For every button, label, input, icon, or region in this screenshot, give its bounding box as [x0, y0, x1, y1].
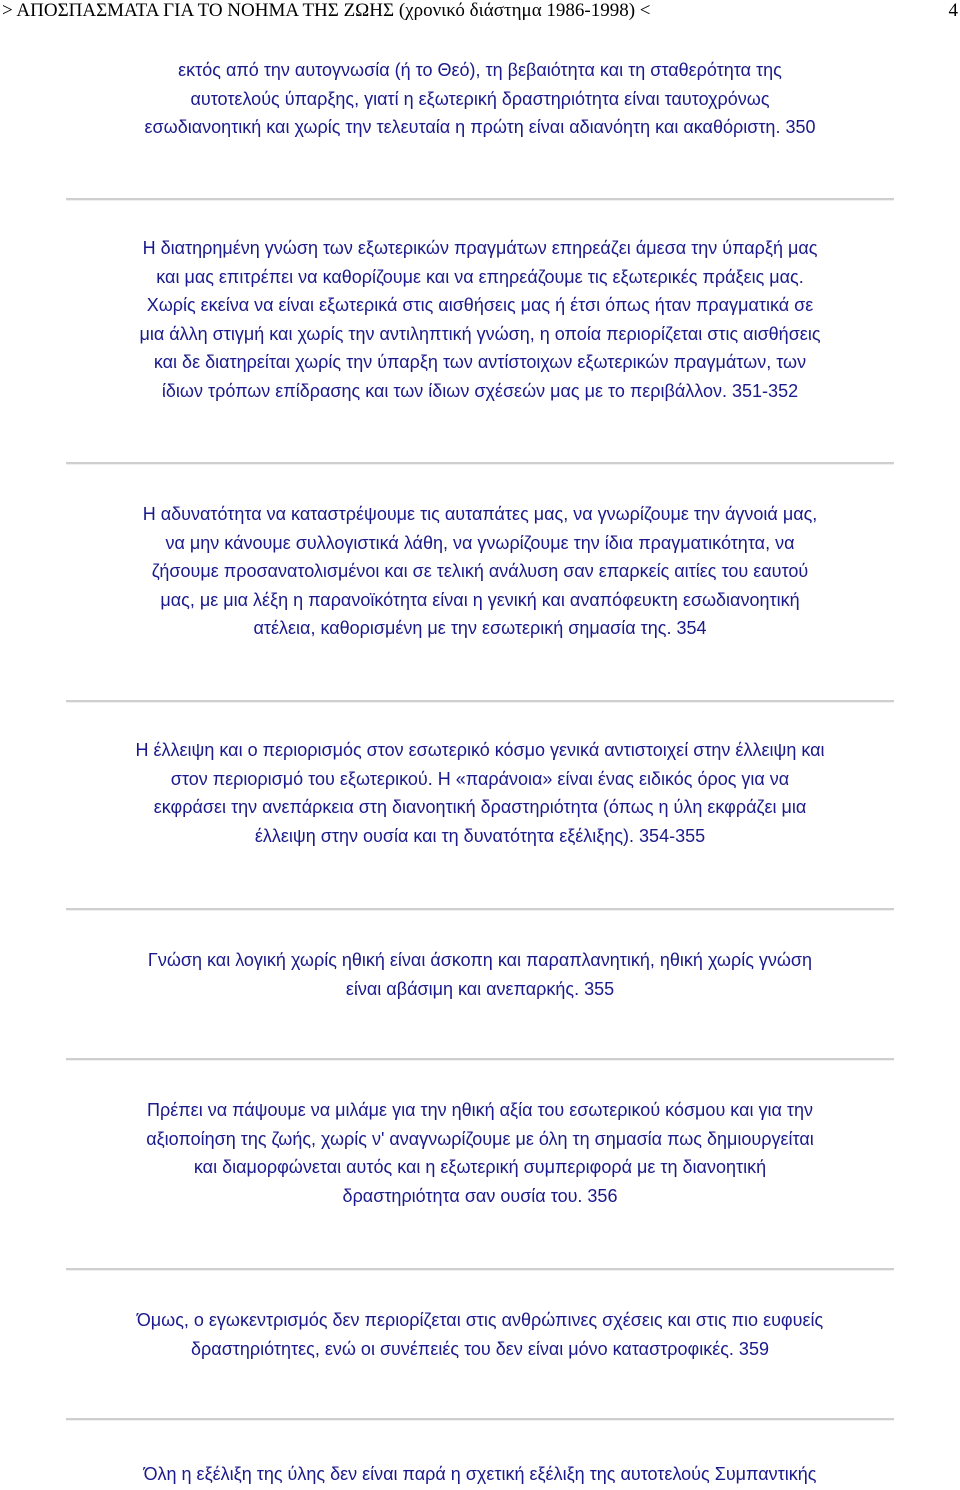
section-divider — [66, 462, 894, 465]
document-title: > ΑΠΟΣΠΑΣΜΑΤΑ ΓΙΑ ΤΟ ΝΟΗΜΑ ΤΗΣ ΖΩΗΣ (χρονικό διάστημα 1986-1998) < — [2, 0, 651, 21]
paragraph-line: Γνώση και λογική χωρίς ηθική είναι άσκοπη και παραπλανητική, ηθική χωρίς γνώση — [147, 950, 813, 970]
paragraph-2 — [40, 234, 920, 405]
paragraph-line: μας, με μια λέξη η παρανοϊκότητα είναι η γενική και αναπόφευκτη εσωδιανοητική — [160, 589, 800, 610]
paragraph-line: δραστηριότητες, ενώ οι συνέπειές του δεν είναι μόνο καταστροφικές. 359 — [191, 1338, 769, 1359]
paragraph-5 — [40, 946, 920, 1003]
paragraph-line: Η έλλειψη και ο περιορισμός στον εσωτερικό κόσμο γενικά αντιστοιχεί στην έλλειψη και — [135, 740, 825, 760]
section-divider — [66, 908, 894, 911]
paragraph-7 — [40, 1306, 920, 1363]
section-divider — [66, 1418, 894, 1421]
paragraph-8 — [40, 1460, 920, 1489]
section-divider — [66, 1268, 894, 1271]
paragraph-6 — [40, 1096, 920, 1210]
paragraph-line: εσωδιανοητική και χωρίς την τελευταία η πρώτη είναι αδιανόητη και ακαθόριστη. 350 — [144, 117, 816, 137]
page-number: 4 — [948, 0, 958, 21]
paragraph-line: Πρέπει να πάψουμε να μιλάμε για την ηθική αξία του εσωτερικού κόσμου και για την — [147, 1100, 813, 1120]
paragraph-4 — [40, 736, 920, 850]
paragraph-1 — [40, 56, 920, 142]
paragraph-line: δραστηριότητα σαν ουσία του. 356 — [342, 1185, 618, 1206]
paragraph-line: αυτοτελούς ύπαρξης, γιατί η εξωτερική δραστηριότητα είναι ταυτοχρόνως — [190, 88, 770, 109]
paragraph-line: ίδιων τρόπων επίδρασης και των ίδιων σχέσεών μας με το περιβάλλον. 351-352 — [161, 380, 799, 401]
paragraph-line: ζήσουμε προσανατολισμένοι και σε τελική ανάλυση σαν επαρκείς αιτίες του εαυτού — [151, 561, 809, 581]
paragraph-line: είναι αβάσιμη και ανεπαρκής. 355 — [345, 978, 615, 999]
paragraph-line: εκφράσει την ανεπάρκεια στη διανοητική δραστηριότητα (όπως η ύλη εκφράζει μια — [153, 797, 807, 817]
paragraph-3 — [40, 500, 920, 643]
paragraph-line: Η αδυνατότητα να καταστρέψουμε τις αυταπάτες μας, να γνωρίζουμε την άγνοιά μας, — [142, 504, 818, 524]
paragraph-line: και διαμορφώνεται αυτός και η εξωτερική συμπεριφορά με τη διανοητική — [193, 1157, 767, 1177]
paragraph-line: ατέλεια, καθορισμένη με την εσωτερική σημασία της. 354 — [253, 618, 707, 638]
paragraph-line: έλλειψη στην ουσία και τη δυνατότητα εξέλιξης). 354-355 — [254, 825, 706, 846]
paragraph-line: αξιοποίηση της ζωής, χωρίς ν' αναγνωρίζουμε με όλη τη σημασία πως δημιουργείται — [146, 1128, 814, 1149]
paragraph-line: να μην κάνουμε συλλογιστικά λάθη, να γνωρίζουμε την ίδια πραγματικότητα, να — [165, 532, 795, 553]
section-divider — [66, 1058, 894, 1061]
paragraph-line: μια άλλη στιγμή και χωρίς την αντιληπτική γνώση, η οποία περιορίζεται στις αισθήσεις — [139, 323, 821, 344]
paragraph-line: εκτός από την αυτογνωσία (ή το Θεό), τη βεβαιότητα και τη σταθερότητα της — [178, 60, 782, 80]
paragraph-line: Η διατηρημένη γνώση των εξωτερικών πραγμάτων επηρεάζει άμεσα την ύπαρξή μας — [142, 238, 818, 258]
paragraph-line: Χωρίς εκείνα να είναι εξωτερικά στις αισθήσεις μας ή έτσι όπως ήταν πραγματικά σε — [146, 295, 814, 315]
paragraph-line: Όμως, ο εγωκεντρισμός δεν περιορίζεται στις ανθρώπινες σχέσεις και στις πιο ευφυείς — [136, 1310, 824, 1330]
section-divider — [66, 198, 894, 201]
paragraph-line: και μας επιτρέπει να καθορίζουμε και να επηρεάζουμε τις εξωτερικές πράξεις μας. — [156, 266, 804, 287]
paragraph-line: στον περιορισμό του εξωτερικού. Η «παράνοια» είναι ένας ειδικός όρος για να — [170, 768, 790, 789]
page-header — [0, 0, 960, 30]
paragraph-line: Όλη η εξέλιξη της ύλης δεν είναι παρά η σχετική εξέλιξη της αυτοτελούς Συμπαντικής — [143, 1464, 817, 1484]
section-divider — [66, 700, 894, 703]
paragraph-line: και δε διατηρείται χωρίς την ύπαρξη των αντίστοιχων εξωτερικών πραγμάτων, των — [153, 352, 807, 372]
